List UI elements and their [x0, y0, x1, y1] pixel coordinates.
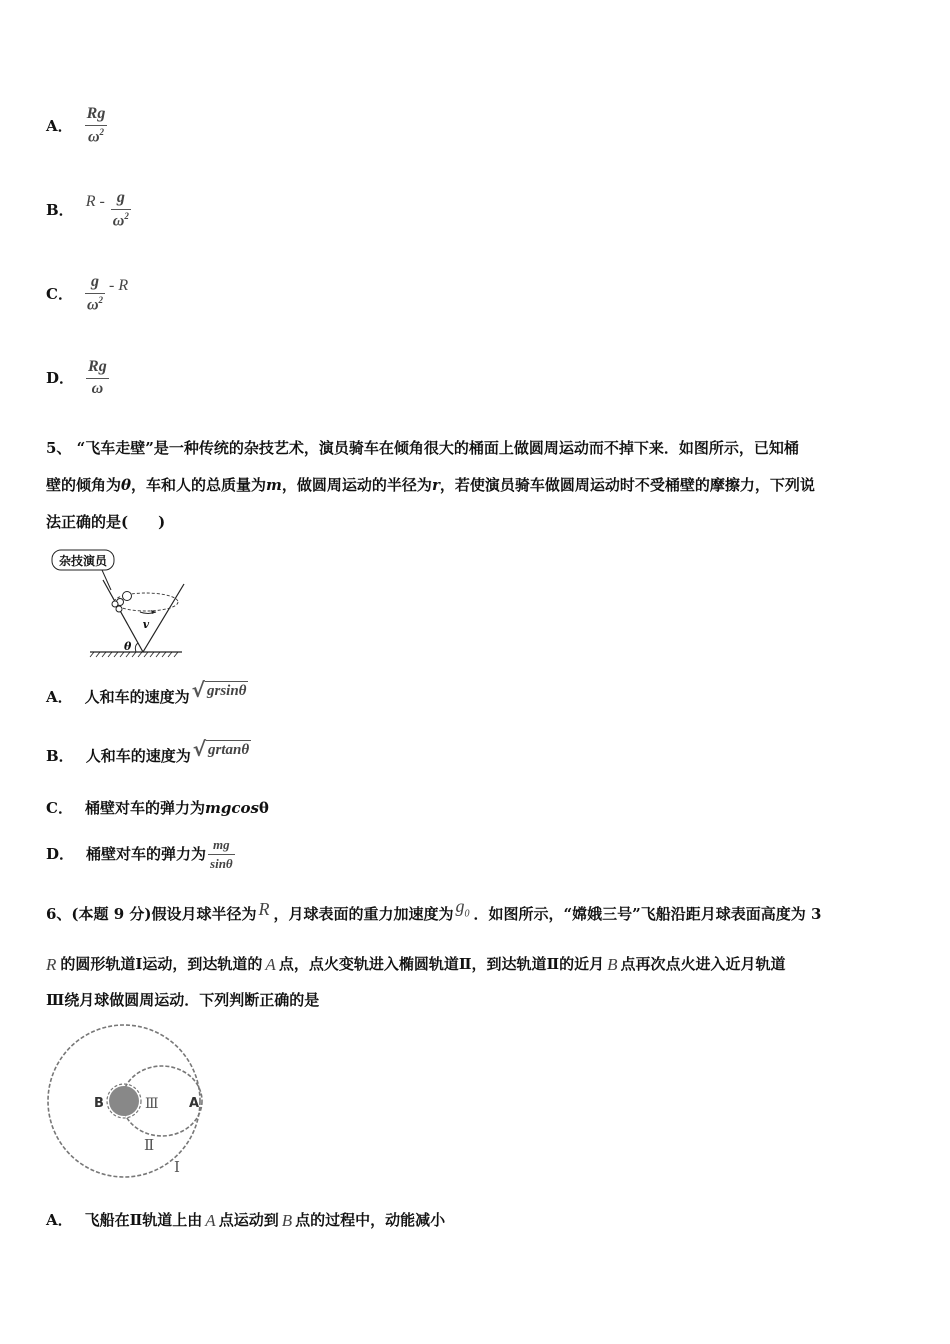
label-B: B [94, 1096, 104, 1111]
option-label: D． [46, 368, 75, 387]
q5-stem-line1: 5、 “飞车走壁”是一种传统的杂技艺术，演员骑车在倾角很大的桶面上做圆周运动而不掉下来．如图所示，已知桶 [46, 439, 799, 457]
q5-option-d: D． 桶壁对车的弹力为 $\frac{mg}{\sin\theta}$ [46, 837, 233, 871]
fraction [85, 274, 105, 313]
numerator: Rg [88, 358, 107, 375]
label-II: Ⅱ [144, 1136, 155, 1154]
option-label: A． [46, 116, 73, 135]
numerator: g [116, 189, 125, 207]
q4-option-c [46, 272, 128, 316]
q5-figure [48, 546, 188, 662]
q6-stem-line2: R 的圆形轨道Ⅰ运动，到达轨道的 A 点，点火变轨进入椭圆轨道Ⅱ，到达轨道Ⅱ的近月 B 点再次点火进入近月轨道 [46, 954, 786, 974]
prefix: R - [85, 193, 105, 210]
q5-stem-line3: 法正确的是( ) [46, 513, 166, 531]
denominator: $\omega^2$ [112, 211, 129, 230]
sqrt-expression: √ grtanθ [192, 737, 250, 761]
q6-stem-line1: 6、(本题 9 分)假设月球半径为 R ，月球表面的重力加速度为 $g_0$ ．如图所示，“嫦娥三号”飞船沿距月球表面高度为 3 [46, 895, 822, 923]
fraction [111, 190, 131, 229]
angle-label: θ [124, 640, 132, 653]
q6-figure [46, 1022, 208, 1180]
suffix: - R [109, 277, 129, 294]
callout-text: 杂技演员 [58, 554, 108, 568]
numerator: Rg [86, 105, 106, 123]
denominator: ω [91, 380, 104, 397]
q6-option-a: A． 飞船在Ⅱ轨道上由 A 点运动到 B 点的过程中，动能减小 [46, 1210, 446, 1230]
q5-option-c: C． 桶壁对车的弹力为mgcosθ [46, 799, 269, 817]
q5-stem-line2: 壁的倾角为θ，车和人的总质量为m，做圆周运动的半径为r，若使演员骑车做圆周运动时不受桶壁的摩擦力，下列说 [46, 476, 815, 494]
q6-stem-line3: Ⅲ绕月球做圆周运动．下列判断正确的是 [46, 991, 320, 1009]
velocity-label: v [142, 618, 150, 631]
denominator: $\omega^2$ [87, 127, 105, 146]
fraction: $\frac{mg}{\sin\theta}$ [210, 837, 233, 871]
denominator: $\omega^2$ [86, 295, 104, 314]
q4-option-a [46, 104, 107, 148]
q5-option-b: B． 人和车的速度为 √ grtanθ [46, 737, 250, 765]
fraction [85, 106, 108, 145]
moon [109, 1086, 139, 1116]
q4-option-d [46, 356, 109, 400]
sqrt-expression: √ grsinθ [191, 678, 247, 702]
label-A: A [189, 1096, 200, 1111]
option-label: C． [46, 284, 73, 303]
numerator: g [90, 273, 99, 291]
q5-option-a: A． 人和车的速度为 √ grsinθ [46, 678, 247, 706]
q4-option-b [46, 188, 131, 232]
label-I: Ⅰ [174, 1158, 180, 1176]
fraction [86, 359, 109, 397]
option-label: B． [46, 200, 74, 219]
label-III: Ⅲ [145, 1096, 159, 1112]
cone-left-wall [103, 580, 143, 652]
